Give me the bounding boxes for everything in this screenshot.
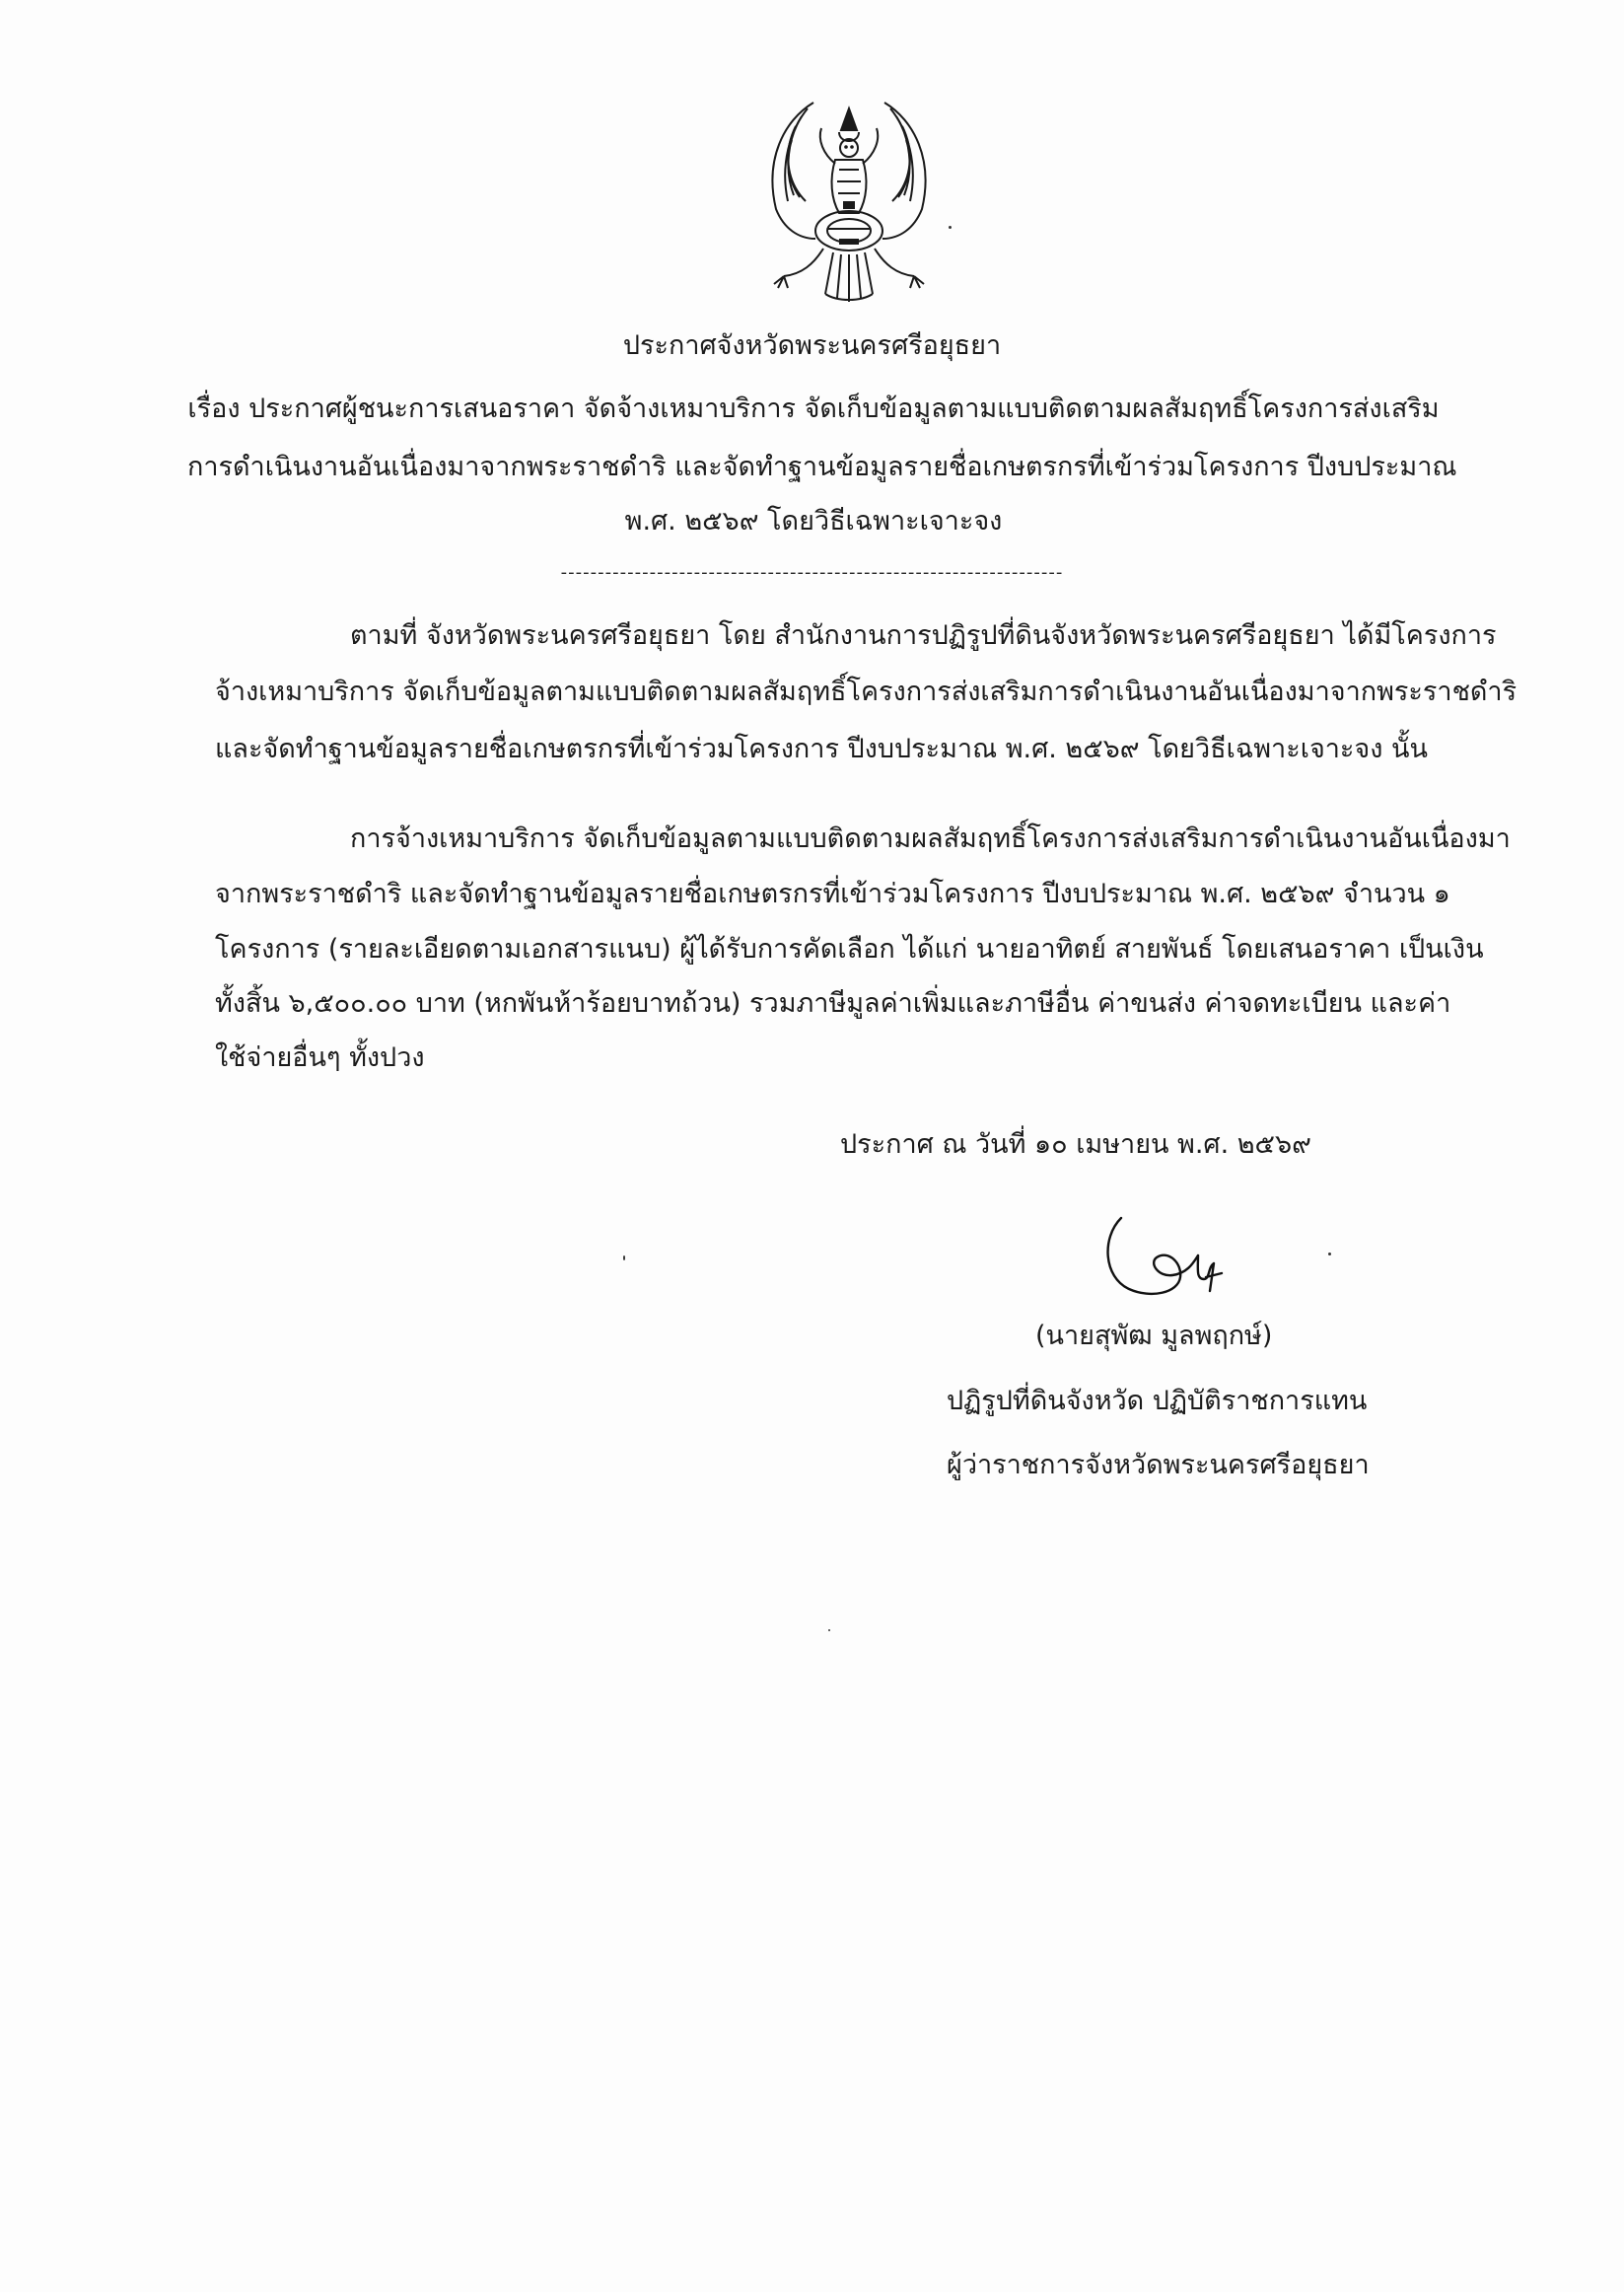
paragraph-1-line-1: ตามที่ จังหวัดพระนครศรีอยุธยา โดย สำนักงานการปฏิรูปที่ดินจังหวัดพระนครศรีอยุธยา ได้มีโครงการ (350, 620, 1497, 651)
signer-name: (นายสุพัฒ มูลพฤกษ์) (1035, 1321, 1273, 1351)
paragraph-1-line-3: และจัดทำฐานข้อมูลรายชื่อเกษตรกรที่เข้าร่วมโครงการ ปีงบประมาณ พ.ศ. ๒๕๖๙ โดยวิธีเฉพาะเจาะจง นั้น (215, 734, 1428, 764)
announce-date: ประกาศ ณ วันที่ ๑๐ เมษายน พ.ศ. ๒๕๖๙ (840, 1129, 1311, 1160)
separator-line: -------------------------------------------------------------------- (560, 562, 1064, 583)
paragraph-2-line-1: การจ้างเหมาบริการ จัดเก็บข้อมูลตามแบบติดตามผลสัมฤทธิ์โครงการส่งเสริมการดำเนินงานอันเนื่องมา (350, 824, 1511, 854)
subject-line-2: การดำเนินงานอันเนื่องมาจากพระราชดำริ และจัดทำฐานข้อมูลรายชื่อเกษตรกรที่เข้าร่วมโครงการ ปีงบประมาณ (187, 452, 1457, 482)
handwritten-signature-icon (1099, 1208, 1247, 1312)
paragraph-1-line-2: จ้างเหมาบริการ จัดเก็บข้อมูลตามแบบติดตามผลสัมฤทธิ์โครงการส่งเสริมการดำเนินงานอันเนื่องมาจากพระราชดำริ (215, 677, 1518, 707)
paragraph-2-line-4: ทั้งสิ้น ๖,๕๐๐.๐๐ บาท (หกพันห้าร้อยบาทถ้วน) รวมภาษีมูลค่าเพิ่มและภาษีอื่น ค่าขนส่ง ค่าจดทะเบียน และค่า (215, 988, 1451, 1019)
signer-position-1: ปฏิรูปที่ดินจังหวัด ปฏิบัติราชการแทน (947, 1386, 1368, 1416)
subject-line-1: เรื่อง ประกาศผู้ชนะการเสนอราคา จัดจ้างเหมาบริการ จัดเก็บข้อมูลตามแบบติดตามผลสัมฤทธิ์โครงการส่งเสริม (187, 394, 1440, 424)
paragraph-2-line-3: โครงการ (รายละเอียดตามเอกสารแนบ) ผู้ได้รับการคัดเลือก ได้แก่ นายอาทิตย์ สายพันธ์ โดยเสนอราคา เป็นเงิน (215, 934, 1484, 965)
announcement-title: ประกาศจังหวัดพระนครศรีอยุธยา (622, 330, 1002, 361)
signer-position-2: ผู้ว่าราชการจังหวัดพระนครศรีอยุธยา (947, 1450, 1370, 1480)
subject-line-3: พ.ศ. ๒๕๖๙ โดยวิธีเฉพาะเจาะจง (624, 506, 1003, 537)
scan-speck (828, 1629, 830, 1631)
scan-speck (949, 226, 952, 229)
scan-speck (623, 1255, 625, 1260)
paragraph-2-line-5: ใช้จ่ายอื่นๆ ทั้งปวง (215, 1042, 425, 1073)
garuda-emblem-icon (744, 91, 953, 310)
scan-speck (1328, 1253, 1331, 1255)
paragraph-2-line-2: จากพระราชดำริ และจัดทำฐานข้อมูลรายชื่อเกษตรกรที่เข้าร่วมโครงการ ปีงบประมาณ พ.ศ. ๒๕๖๙ จำนวน ๑ (215, 879, 1450, 909)
